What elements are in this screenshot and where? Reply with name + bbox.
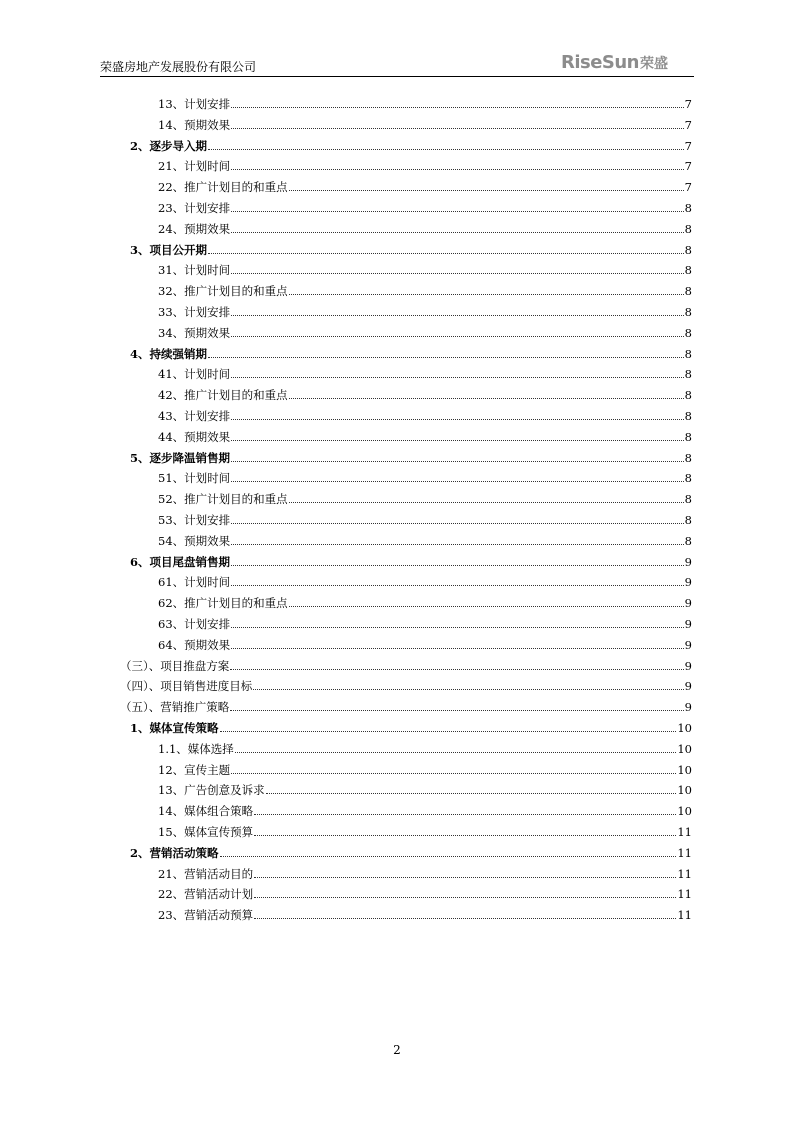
toc-entry-label: 21、计划时间	[158, 159, 231, 174]
toc-dot-leader	[231, 210, 684, 212]
toc-entry-page: 8	[684, 325, 692, 340]
toc-dot-leader	[231, 127, 684, 129]
toc-entry-label: 52、推广计划目的和重点	[158, 492, 288, 507]
toc-dot-leader	[231, 647, 684, 649]
toc-entry-page: 8	[684, 242, 692, 257]
toc-entry[interactable]	[158, 571, 692, 589]
toc-entry-page: 9	[684, 679, 692, 694]
toc-dot-leader	[254, 876, 676, 878]
toc-entry[interactable]	[130, 239, 692, 257]
toc-entry[interactable]	[158, 280, 692, 298]
toc-dot-leader	[289, 293, 684, 295]
toc-entry-label: 24、预期效果	[158, 221, 231, 236]
toc-entry-label: 53、计划安排	[158, 513, 231, 527]
toc-dot-leader	[231, 106, 684, 108]
toc-entry[interactable]	[158, 197, 692, 215]
toc-dot-leader	[231, 418, 684, 420]
toc-entry-page: 8	[684, 450, 692, 465]
toc-entry-label: 3、项目公开期	[130, 242, 208, 257]
toc-entry-page: 10	[677, 721, 692, 735]
toc-entry[interactable]	[158, 322, 692, 340]
toc-dot-leader	[220, 855, 677, 857]
toc-entry-label: 15、媒体宣传预算	[158, 825, 254, 839]
toc-entry-label: 43、计划安排	[158, 409, 231, 423]
toc-entry-page: 8	[684, 388, 692, 403]
toc-dot-leader	[289, 397, 684, 399]
toc-entry[interactable]	[158, 405, 692, 423]
toc-entry-page: 9	[684, 575, 692, 590]
toc-entry-label: 23、营销活动预算	[158, 908, 254, 923]
toc-entry[interactable]	[158, 301, 692, 319]
toc-entry[interactable]	[158, 613, 692, 631]
toc-entry-label: 21、营销活动目的	[158, 866, 254, 881]
toc-entry[interactable]	[130, 135, 692, 153]
toc-entry-page: 9	[684, 596, 692, 611]
toc-dot-leader	[253, 688, 683, 690]
toc-dot-leader	[289, 189, 684, 191]
toc-entry-label: 22、营销活动计划	[158, 887, 254, 902]
toc-entry[interactable]	[130, 551, 692, 569]
toc-entry[interactable]	[158, 759, 692, 777]
company-name: 荣盛房地产发展股份有限公司	[100, 60, 257, 74]
toc-entry-page: 7	[684, 138, 692, 153]
toc-entry-page: 7	[684, 117, 692, 132]
toc-entry-label: 4、持续强销期	[130, 346, 208, 361]
toc-dot-leader	[266, 792, 677, 794]
toc-dot-leader	[254, 813, 676, 815]
toc-entry-page: 10	[677, 762, 692, 777]
toc-entry-page: 9	[684, 658, 692, 673]
toc-dot-leader	[231, 480, 684, 482]
toc-entry[interactable]	[158, 467, 692, 485]
toc-dot-leader	[208, 356, 684, 358]
toc-entry-page: 8	[684, 221, 692, 236]
toc-dot-leader	[231, 272, 684, 274]
toc-entry[interactable]	[158, 738, 692, 756]
toc-entry-page: 8	[684, 367, 692, 382]
toc-entry-label: 14、预期效果	[158, 117, 231, 132]
toc-entry-label: 61、计划时间	[158, 575, 231, 590]
toc-entry-label: 12、宣传主题	[158, 762, 231, 777]
toc-dot-leader	[231, 439, 684, 441]
toc-dot-leader	[220, 730, 677, 732]
toc-entry[interactable]	[158, 488, 692, 506]
toc-entry-label: 13、广告创意及诉求	[158, 783, 265, 798]
toc-entry-label: 54、预期效果	[158, 533, 231, 548]
toc-entry[interactable]	[130, 447, 692, 465]
toc-entry-label: 41、计划时间	[158, 367, 231, 382]
risesun-logo	[561, 52, 668, 74]
toc-entry-label: 42、推广计划目的和重点	[158, 388, 288, 403]
toc-entry-page: 11	[677, 825, 692, 839]
toc-entry-page: 8	[684, 471, 692, 486]
toc-entry-label: 6、项目尾盘销售期	[130, 554, 231, 569]
toc-entry-label: 5、逐步降温销售期	[130, 450, 231, 465]
toc-entry[interactable]	[158, 384, 692, 402]
toc-entry[interactable]	[158, 530, 692, 548]
toc-dot-leader	[230, 668, 683, 670]
toc-entry-label: 23、计划安排	[158, 201, 231, 215]
toc-entry-page: 8	[684, 201, 692, 215]
toc-entry-page: 8	[684, 409, 692, 423]
page-number: 2	[393, 1043, 401, 1057]
toc-entry-page: 10	[677, 804, 692, 819]
toc-dot-leader	[231, 772, 676, 774]
toc-dot-leader	[208, 252, 684, 254]
toc-entry-page: 8	[684, 305, 692, 319]
toc-entry-label: 31、计划时间	[158, 263, 231, 278]
toc-entry[interactable]	[158, 259, 692, 277]
toc-entry-page: 9	[684, 617, 692, 631]
toc-entry-label: 51、计划时间	[158, 471, 231, 486]
toc-entry-label: 64、预期效果	[158, 637, 231, 652]
toc-dot-leader	[231, 335, 684, 337]
toc-entry[interactable]	[158, 863, 692, 881]
toc-entry-label: （三）、项目推盘方案	[120, 658, 230, 673]
logo-text-cn: 荣盛	[640, 56, 668, 72]
toc-entry-label: 63、计划安排	[158, 617, 231, 631]
toc-entry-page: 8	[684, 513, 692, 527]
toc-entry-page: 8	[684, 492, 692, 507]
toc-entry[interactable]	[158, 509, 692, 527]
toc-entry[interactable]	[158, 363, 692, 381]
toc-entry-page: 11	[677, 908, 692, 923]
toc-dot-leader	[231, 314, 684, 316]
toc-entry-label: 33、计划安排	[158, 305, 231, 319]
toc-entry-page: 8	[684, 284, 692, 299]
toc-entry-page: 9	[684, 637, 692, 652]
toc-entry[interactable]	[158, 114, 692, 132]
toc-entry-page: 8	[684, 533, 692, 548]
toc-entry-page: 7	[684, 159, 692, 174]
toc-entry[interactable]	[158, 800, 692, 818]
toc-entry-label: 62、推广计划目的和重点	[158, 596, 288, 611]
toc-entry-page: 11	[677, 845, 692, 860]
toc-entry-page: 10	[677, 783, 692, 798]
toc-entry[interactable]	[130, 343, 692, 361]
toc-entry[interactable]	[120, 675, 692, 693]
toc-dot-leader	[231, 231, 684, 233]
toc-entry[interactable]	[158, 592, 692, 610]
toc-entry[interactable]	[130, 842, 692, 860]
toc-dot-leader	[254, 896, 676, 898]
toc-dot-leader	[231, 168, 684, 170]
toc-dot-leader	[230, 709, 683, 711]
toc-entry[interactable]	[158, 634, 692, 652]
toc-entry-page: 7	[684, 97, 692, 111]
toc-dot-leader	[231, 460, 684, 462]
toc-dot-leader	[254, 917, 676, 919]
toc-dot-leader	[235, 751, 677, 753]
toc-entry-page: 10	[677, 741, 692, 756]
toc-entry[interactable]	[130, 717, 692, 735]
toc-entry[interactable]	[158, 779, 692, 797]
logo-text-en: RiseSun	[560, 52, 639, 73]
toc-dot-leader	[231, 564, 684, 566]
toc-entry-page: 9	[684, 554, 692, 569]
toc-entry-label: 44、预期效果	[158, 429, 231, 444]
toc-entry[interactable]	[158, 155, 692, 173]
toc-entry[interactable]	[158, 176, 692, 194]
toc-dot-leader	[231, 522, 684, 524]
toc-entry-label: 2、营销活动策略	[130, 845, 219, 860]
toc-entry-label: （四）、项目销售进度目标	[120, 679, 253, 694]
toc-dot-leader	[231, 543, 684, 545]
toc-dot-leader	[231, 584, 684, 586]
toc-entry-page: 8	[684, 346, 692, 361]
toc-entry[interactable]	[158, 426, 692, 444]
toc-dot-leader	[254, 834, 676, 836]
toc-entry-label: 1、媒体宣传策略	[130, 721, 219, 735]
toc-entry[interactable]	[120, 655, 692, 673]
toc-dot-leader	[208, 148, 684, 150]
toc-entry-page: 8	[684, 263, 692, 278]
toc-entry-page: 8	[684, 429, 692, 444]
toc-entry-label: 32、推广计划目的和重点	[158, 284, 288, 299]
toc-entry-label: 13、计划安排	[158, 97, 231, 111]
toc-entry-label: （五）、营销推广策略	[120, 700, 230, 715]
toc-entry[interactable]	[158, 821, 692, 839]
toc-entry[interactable]	[158, 883, 692, 901]
toc-entry-page: 9	[684, 700, 692, 715]
toc-entry-label: 1.1、媒体选择	[158, 741, 234, 756]
page-header	[100, 50, 694, 77]
toc-dot-leader	[231, 626, 684, 628]
toc-entry-page: 11	[677, 866, 692, 881]
toc-dot-leader	[289, 605, 684, 607]
toc-dot-leader	[231, 376, 684, 378]
toc-entry-label: 14、媒体组合策略	[158, 804, 254, 819]
toc-dot-leader	[289, 501, 684, 503]
toc-entry-label: 34、预期效果	[158, 325, 231, 340]
toc-entry-page: 7	[684, 180, 692, 195]
toc-entry-page: 11	[677, 887, 692, 902]
toc-entry[interactable]	[120, 696, 692, 714]
toc-entry[interactable]	[158, 904, 692, 922]
toc-entry-label: 22、推广计划目的和重点	[158, 180, 288, 195]
toc-entry[interactable]	[158, 218, 692, 236]
toc-entry[interactable]	[158, 93, 692, 111]
toc-entry-label: 2、逐步导入期	[130, 138, 208, 153]
